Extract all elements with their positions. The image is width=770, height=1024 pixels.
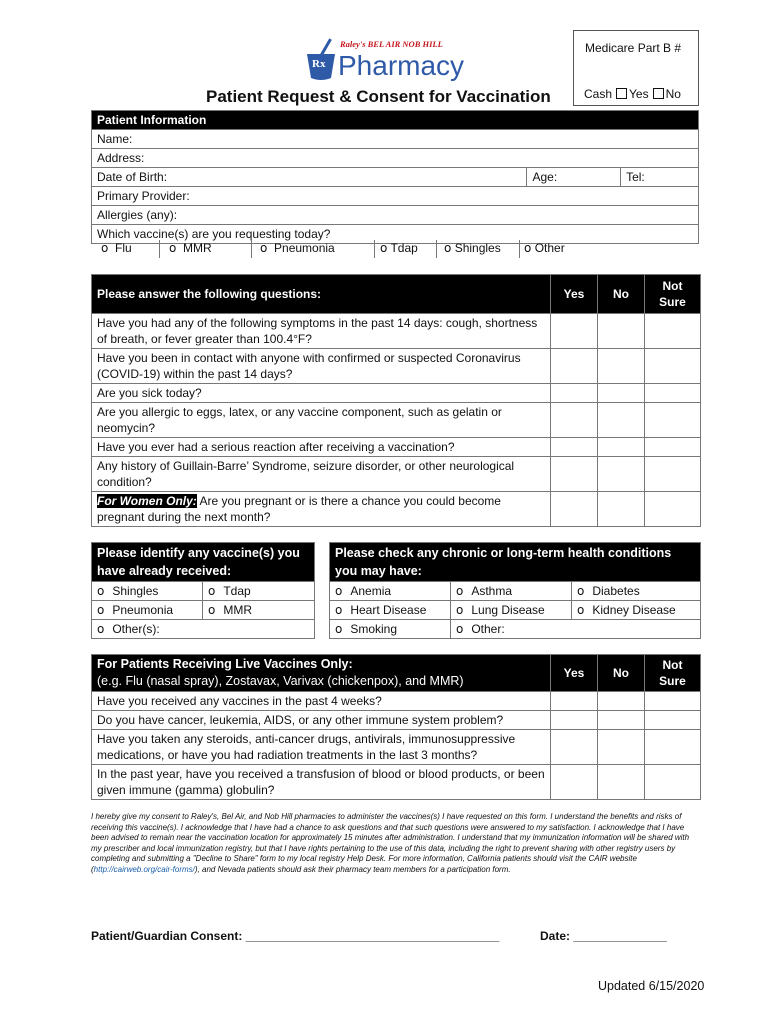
received-shingles[interactable]: o Shingles — [92, 582, 203, 601]
question-text: Have you had any of the following symptoms in the past 14 days: cough, shortness of breath, or fever greater than 100.4°F? — [92, 314, 551, 349]
answer-not-sure-cell[interactable] — [645, 314, 701, 349]
yes-column-header: Yes — [551, 275, 598, 314]
divider — [159, 240, 160, 258]
vaccine-option-tdap[interactable] — [380, 241, 418, 255]
no-label: No — [665, 87, 681, 101]
vaccine-option-pneumonia[interactable] — [260, 241, 335, 255]
table-row — [92, 711, 701, 730]
conditions-table — [329, 542, 701, 639]
yes-checkbox[interactable] — [616, 88, 627, 99]
option-bullet: o — [169, 241, 177, 255]
allergies-field[interactable]: Allergies (any): — [92, 206, 699, 225]
not-sure-column-header: Not Sure — [645, 655, 701, 692]
live-vaccines-table — [91, 654, 701, 800]
dob-field[interactable]: Date of Birth: — [92, 168, 527, 187]
condition-anemia[interactable]: o Anemia — [330, 582, 451, 601]
answer-no-cell[interactable] — [598, 765, 645, 800]
received-vaccines-table — [91, 542, 315, 639]
answer-yes-cell[interactable] — [551, 711, 598, 730]
condition-kidney-disease[interactable]: o Kidney Disease — [572, 601, 701, 620]
option-bullet: o — [524, 241, 532, 255]
vaccine-option-other[interactable] — [524, 241, 565, 255]
received-label: Shingles — [112, 584, 159, 598]
answer-yes-cell[interactable] — [551, 403, 598, 438]
condition-label: Diabetes — [592, 584, 640, 598]
guardian-consent-line[interactable]: Patient/Guardian Consent: ______________________________________ — [91, 929, 500, 943]
received-label: Pneumonia — [112, 603, 174, 617]
received-heading: Please identify any vaccine(s) you have already received: — [92, 543, 315, 582]
tel-field[interactable]: Tel: — [621, 168, 699, 187]
answer-not-sure-cell[interactable] — [645, 765, 701, 800]
vaccine-option-label: Tdap — [390, 241, 418, 255]
cash-label: Cash — [584, 87, 613, 101]
condition-heart-disease[interactable]: o Heart Disease — [330, 601, 451, 620]
answer-yes-cell[interactable] — [551, 765, 598, 800]
answer-yes-cell[interactable] — [551, 349, 598, 384]
question-text: Have you received any vaccines in the past 4 weeks? — [92, 692, 551, 711]
cair-link[interactable]: http://cairweb.org/cair-forms/ — [93, 864, 195, 874]
option-bullet: o — [260, 241, 268, 255]
patient-info-heading: Patient Information — [92, 111, 699, 130]
condition-smoking[interactable]: o Smoking — [330, 620, 451, 639]
table-row — [92, 384, 701, 403]
provider-field[interactable]: Primary Provider: — [92, 187, 699, 206]
answer-not-sure-cell[interactable] — [645, 403, 701, 438]
consent-text-after: ), and Nevada patients should ask their pharmacy team members for a participation form. — [194, 864, 511, 874]
answer-no-cell[interactable] — [598, 384, 645, 403]
answer-not-sure-cell[interactable] — [645, 492, 701, 527]
vaccine-option-label: MMR — [183, 241, 212, 255]
vaccine-option-label: Pneumonia — [274, 241, 335, 255]
received-label: Other(s): — [112, 622, 160, 636]
consent-text-before: I hereby give my consent to Raley's, Bel Air, and Nob Hill pharmacies to administer the vaccines(s) I have requested on this form. I understand the benefits and risks of receiving this vaccine(s). I acknowledge that I have had a chance to ask questions and that such questions were answered to my satisfaction. I acknowledge that I have been advised to remain near the vaccination location for approximately 15 minutes after administration. I understand that my immunization information will be shared with my prescriber and local immunization registry, but that I have rights pertaining to the use of this data, including the right to prevent sharing with other registry users by completing and submitting a "Decline to Share" form to my local registry Help Desk. For more information, California patients should visit the CAIR website ( — [91, 812, 690, 874]
women-question — [92, 492, 551, 527]
condition-lung-disease[interactable]: o Lung Disease — [451, 601, 572, 620]
questions-table — [91, 274, 701, 527]
table-row — [92, 314, 701, 349]
table-row — [92, 403, 701, 438]
brand-name: Pharmacy — [338, 50, 465, 81]
medicare-box — [573, 30, 699, 106]
answer-yes-cell[interactable] — [551, 730, 598, 765]
vaccine-option-mmr[interactable] — [169, 241, 212, 255]
answer-no-cell[interactable] — [598, 457, 645, 492]
received-label: Tdap — [223, 584, 251, 598]
address-field[interactable]: Address: — [92, 149, 699, 168]
answer-yes-cell[interactable] — [551, 384, 598, 403]
condition-label: Smoking — [350, 622, 398, 636]
divider — [519, 240, 520, 258]
consent-paragraph — [91, 812, 691, 875]
name-field[interactable]: Name: — [92, 130, 699, 149]
table-row — [92, 692, 701, 711]
answer-not-sure-cell[interactable] — [645, 692, 701, 711]
patient-info-table — [91, 110, 699, 244]
condition-label: Kidney Disease — [592, 603, 676, 617]
condition-label: Heart Disease — [350, 603, 427, 617]
payment-row — [584, 87, 681, 101]
yes-label: Yes — [629, 87, 649, 101]
received-mmr[interactable]: o MMR — [203, 601, 315, 620]
rx-symbol: Rx — [312, 58, 326, 70]
answer-not-sure-cell[interactable] — [645, 349, 701, 384]
divider — [436, 240, 437, 258]
answer-no-cell[interactable] — [598, 492, 645, 527]
question-text: Are you sick today? — [92, 384, 551, 403]
option-bullet: o — [444, 241, 452, 255]
question-text: Do you have cancer, leukemia, AIDS, or any other immune system problem? — [92, 711, 551, 730]
vaccine-option-label: Flu — [115, 241, 132, 255]
table-row — [92, 349, 701, 384]
yes-column-header: Yes — [551, 655, 598, 692]
question-text: Have you taken any steroids, anti-cancer drugs, antivirals, immunosuppressive medications, or have you had radiation treatments in the last 3 months? — [92, 730, 551, 765]
medicare-label: Medicare Part B # — [585, 41, 682, 55]
brand-line: Raley's BEL AIR NOB HILL — [340, 39, 443, 49]
women-only-label: For Women Only: — [97, 494, 197, 508]
answer-no-cell[interactable] — [598, 438, 645, 457]
answer-not-sure-cell[interactable] — [645, 384, 701, 403]
vaccine-option-shingles[interactable] — [444, 241, 501, 255]
answer-yes-cell[interactable] — [551, 492, 598, 527]
condition-asthma[interactable]: o Asthma — [451, 582, 572, 601]
answer-yes-cell[interactable] — [551, 438, 598, 457]
live-heading-cell — [92, 655, 551, 692]
questions-heading: Please answer the following questions: — [92, 275, 551, 314]
answer-yes-cell[interactable] — [551, 457, 598, 492]
which-vaccine-label: Which vaccine(s) are you requesting today? — [92, 225, 699, 244]
divider — [374, 240, 375, 258]
no-checkbox[interactable] — [653, 88, 664, 99]
answer-not-sure-cell[interactable] — [645, 457, 701, 492]
answer-yes-cell[interactable] — [551, 692, 598, 711]
updated-date: Updated 6/15/2020 — [598, 979, 705, 993]
not-sure-column-header: Not Sure — [645, 275, 701, 314]
answer-no-cell[interactable] — [598, 349, 645, 384]
conditions-heading: Please check any chronic or long-term health conditions you may have: — [330, 543, 701, 582]
page-title: Patient Request & Consent for Vaccination — [206, 87, 551, 106]
answer-not-sure-cell[interactable] — [645, 438, 701, 457]
condition-label: Anemia — [350, 584, 392, 598]
condition-other[interactable]: o Other: — [451, 620, 701, 639]
table-row — [92, 765, 701, 800]
received-pneumonia[interactable]: o Pneumonia — [92, 601, 203, 620]
vaccine-options-row — [91, 240, 701, 258]
divider — [251, 240, 252, 258]
vaccine-option-label: Other — [534, 241, 565, 255]
question-text: Are you allergic to eggs, latex, or any vaccine component, such as gelatin or neomycin? — [92, 403, 551, 438]
answer-not-sure-cell[interactable] — [645, 711, 701, 730]
condition-label: Lung Disease — [471, 603, 545, 617]
question-text: In the past year, have you received a transfusion of blood or blood products, or been given immune (gamma) globulin? — [92, 765, 551, 800]
condition-label: Other: — [471, 622, 505, 636]
option-bullet: o — [380, 241, 388, 255]
answer-no-cell[interactable] — [598, 711, 645, 730]
answer-no-cell[interactable] — [598, 403, 645, 438]
received-label: MMR — [223, 603, 253, 617]
answer-no-cell[interactable] — [598, 692, 645, 711]
women-question-text: Are you pregnant or is there a chance you could become pregnant during the next month? — [97, 494, 501, 524]
answer-no-cell[interactable] — [598, 730, 645, 765]
pharmacy-logo — [306, 36, 465, 84]
question-text: Have you ever had a serious reaction after receiving a vaccination? — [92, 438, 551, 457]
question-text: Any history of Guillain-Barre’ Syndrome, seizure disorder, or other neurological condition? — [92, 457, 551, 492]
question-text: Have you been in contact with anyone with confirmed or suspected Coronavirus (COVID-19) within the past 14 days? — [92, 349, 551, 384]
table-row — [92, 438, 701, 457]
condition-label: Asthma — [471, 584, 513, 598]
live-heading: For Patients Receiving Live Vaccines Only: — [97, 657, 353, 671]
no-column-header: No — [598, 275, 645, 314]
answer-not-sure-cell[interactable] — [645, 730, 701, 765]
vaccine-option-flu[interactable] — [101, 241, 132, 255]
age-field[interactable]: Age: — [527, 168, 621, 187]
vaccine-option-label: Shingles — [454, 241, 501, 255]
condition-diabetes[interactable]: o Diabetes — [572, 582, 701, 601]
received-tdap[interactable]: o Tdap — [203, 582, 315, 601]
table-row — [92, 457, 701, 492]
no-column-header: No — [598, 655, 645, 692]
date-line[interactable]: Date: ______________ — [540, 929, 667, 943]
answer-yes-cell[interactable] — [551, 314, 598, 349]
table-row — [92, 492, 701, 527]
table-row — [92, 730, 701, 765]
answer-no-cell[interactable] — [598, 314, 645, 349]
option-bullet: o — [101, 241, 109, 255]
live-subheading: (e.g. Flu (nasal spray), Zostavax, Varivax (chickenpox), and MMR) — [97, 674, 464, 688]
received-others[interactable]: o Other(s): — [92, 620, 315, 639]
